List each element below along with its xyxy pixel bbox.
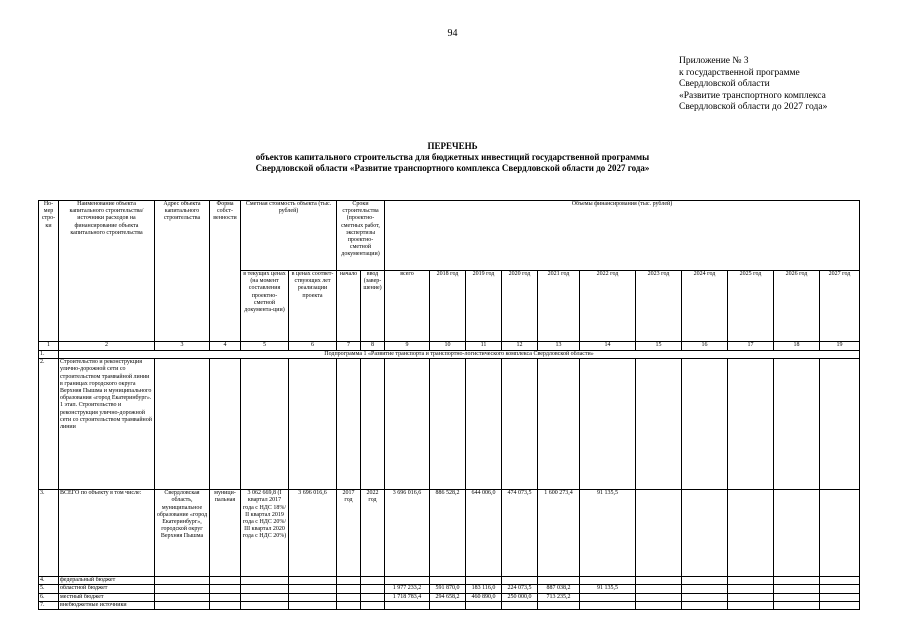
year-value: 250 000,0 xyxy=(502,593,538,601)
column-number: 16 xyxy=(682,342,728,351)
total-value: 3 696 016,6 xyxy=(385,490,430,577)
column-number: 12 xyxy=(502,342,538,351)
appendix-line: Свердловской области до 2027 года» xyxy=(679,102,828,112)
year-value: 294 658,2 xyxy=(430,593,466,601)
year-value: 887 038,2 xyxy=(538,585,580,593)
year-value: 91 135,5 xyxy=(580,490,636,577)
table-row xyxy=(39,351,860,359)
column-number: 8 xyxy=(361,342,385,351)
total-value: 1 718 783,4 xyxy=(385,593,430,601)
header-start: начало xyxy=(337,271,361,342)
header-year: 2019 год xyxy=(466,271,502,342)
column-number: 10 xyxy=(430,342,466,351)
header-year: 2018 год xyxy=(430,271,466,342)
header-year: 2023 год xyxy=(636,271,682,342)
column-number: 2 xyxy=(59,342,155,351)
heading-line: объектов капитального строительства для бюджетных инвестиций государственной программы xyxy=(255,152,650,162)
header-year: 2022 год xyxy=(580,271,636,342)
heading-title: ПЕРЕЧЕНЬ xyxy=(427,141,478,151)
column-number: 3 xyxy=(155,342,210,351)
funding-source: местный бюджет xyxy=(59,593,155,601)
header-cost-current: в текущих ценах (на момент составления проектно-сметной документа-ции) xyxy=(241,271,289,342)
appendix-line: Приложение № 3 xyxy=(679,56,749,66)
heading-line: Свердловской области «Развитие транспортного комплекса Свердловской области до 2027 года» xyxy=(255,163,650,173)
header-estimated-cost: Сметная стоимость объекта (тыс. рублей) xyxy=(241,201,337,271)
column-numbers-row xyxy=(39,342,860,351)
row-number: 2. xyxy=(39,359,59,490)
object-name: Строительство и реконструкция улично-дорожной сети со строительством трамвайной линии в границах городского округа Верхняя Пышма и муниципального образования «город Екатеринбург». 1 этап. Строительство и реконструкция улично-дорожной сети со строительством трамвайной линии xyxy=(59,359,155,490)
column-number: 5 xyxy=(241,342,289,351)
header-deadlines: Сроки строительства (проектно-сметных работ, экспертизы проектно-сметной документации) xyxy=(337,201,385,271)
funding-source: областной бюджет xyxy=(59,585,155,593)
year-value: 591 870,0 xyxy=(430,585,466,593)
commission-year: 2022 год xyxy=(361,490,385,577)
table-row xyxy=(39,593,860,601)
object-ownership: муници-пальная xyxy=(210,490,241,577)
year-value: 1 600 273,4 xyxy=(538,490,580,577)
cost-adjusted-value: 3 696 016,6 xyxy=(289,490,337,577)
row-number: 7. xyxy=(39,601,59,609)
header-year: 2021 год xyxy=(538,271,580,342)
column-number: 1 xyxy=(39,342,59,351)
column-number: 18 xyxy=(774,342,820,351)
cost-current-value: 3 062 669,8 (I квартал 2017 года с НДС 18%/ II квартал 2019 года с НДС 20%/ III квартал 2020 года с НДС 20%) xyxy=(241,490,289,577)
objects-table xyxy=(38,200,860,610)
table-row xyxy=(39,577,860,585)
column-number: 15 xyxy=(636,342,682,351)
header-funding: Объемы финансирования (тыс. рублей) xyxy=(385,201,860,271)
page-number: 94 xyxy=(447,28,458,39)
year-value: 183 116,0 xyxy=(466,585,502,593)
row-number: 5. xyxy=(39,585,59,593)
header-total: всего xyxy=(385,271,430,342)
subprogram-title: Подпрограмма 1 «Развитие транспорта и транспортно-логистического комплекса Свердловской области» xyxy=(59,351,860,359)
column-number: 6 xyxy=(289,342,337,351)
header-row xyxy=(39,201,860,271)
object-address: Свердловская область, муниципальное образование «город Екатеринбург», городской округ Верхняя Пышма xyxy=(155,490,210,577)
row-number: 4. xyxy=(39,577,59,585)
header-row-number: Но-мер стро-ки xyxy=(39,201,59,342)
header-year: 2026 год xyxy=(774,271,820,342)
column-number: 7 xyxy=(337,342,361,351)
column-number: 14 xyxy=(580,342,636,351)
year-value: 713 235,2 xyxy=(538,593,580,601)
header-object-name: Наименование объекта капитального строительства/источники расходов на финансирование объекта капитального строительства xyxy=(59,201,155,342)
appendix-line: «Развитие транспортного комплекса xyxy=(679,90,826,101)
year-value: 644 006,0 xyxy=(466,490,502,577)
year-value: 91 135,5 xyxy=(580,585,636,593)
header-cost-adjusted: в ценах соответ-ствующих лет реализации проекта xyxy=(289,271,337,342)
header-year: 2027 год xyxy=(820,271,860,342)
table-row xyxy=(39,601,860,609)
funding-source: внебюджетные источники xyxy=(59,601,155,609)
header-year: 2024 год xyxy=(682,271,728,342)
appendix-line: к государственной программе xyxy=(679,67,800,78)
header-commission: ввод (завер-шение) xyxy=(361,271,385,342)
year-value: 224 073,5 xyxy=(502,585,538,593)
column-number: 11 xyxy=(466,342,502,351)
funding-source: федеральный бюджет xyxy=(59,577,155,585)
year-value: 460 890,0 xyxy=(466,593,502,601)
year-value: 886 528,2 xyxy=(430,490,466,577)
start-year: 2017 год xyxy=(337,490,361,577)
column-number: 13 xyxy=(538,342,580,351)
row-number: 6. xyxy=(39,593,59,601)
row-number: 1. xyxy=(39,351,59,359)
column-number: 9 xyxy=(385,342,430,351)
column-number: 4 xyxy=(210,342,241,351)
object-total-label: ВСЕГО по объекту в том числе: xyxy=(59,490,155,577)
table-row xyxy=(39,359,860,490)
header-address: Адрес объекта капитального строительства xyxy=(155,201,210,342)
total-value: 1 977 233,2 xyxy=(385,585,430,593)
header-ownership: Форма собст-венности xyxy=(210,201,241,342)
column-number: 17 xyxy=(728,342,774,351)
appendix-line: Свердловской области xyxy=(679,79,770,89)
document-heading xyxy=(0,141,905,174)
row-number: 3. xyxy=(39,490,59,577)
appendix-note xyxy=(679,56,827,114)
table-row xyxy=(39,585,860,593)
table-row xyxy=(39,490,860,577)
header-year: 2020 год xyxy=(502,271,538,342)
year-value: 474 073,5 xyxy=(502,490,538,577)
header-year: 2025 год xyxy=(728,271,774,342)
column-number: 19 xyxy=(820,342,860,351)
